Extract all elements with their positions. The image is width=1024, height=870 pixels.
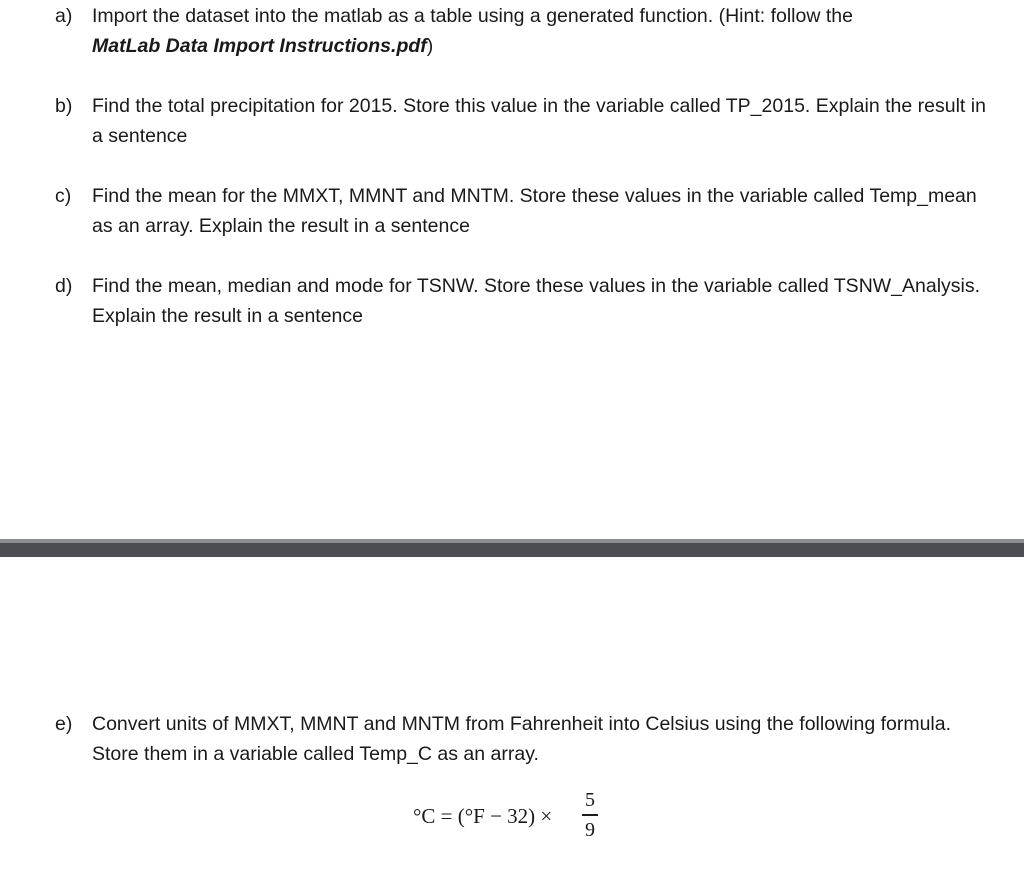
separator-bar bbox=[0, 543, 1024, 557]
question-d bbox=[55, 271, 995, 331]
question-a bbox=[55, 1, 995, 61]
question-d-text: Find the mean, median and mode for TSNW. Store these values in the variable called TSNW_Analysis. Explain the result in a sentence bbox=[92, 275, 981, 327]
question-c bbox=[55, 181, 995, 241]
question-a-text: Import the dataset into the matlab as a table using a generated function. (Hint: follow the bbox=[92, 5, 853, 27]
fraction-numerator: 5 bbox=[585, 789, 595, 811]
question-marker: c) bbox=[55, 185, 72, 207]
fraction-bar bbox=[582, 814, 598, 816]
question-marker: e) bbox=[55, 713, 73, 735]
question-marker: d) bbox=[55, 275, 73, 297]
fraction-denominator: 9 bbox=[585, 818, 595, 841]
formula-lhs: °C = (°F − 32) × bbox=[413, 804, 553, 828]
page-separator bbox=[0, 537, 1024, 561]
question-e-text: Convert units of MMXT, MMNT and MNTM from Fahrenheit into Celsius using the following formula. Store them in a variable called Temp_C as an array. bbox=[92, 713, 952, 765]
question-c-text: Find the mean for the MMXT, MMNT and MNTM. Store these values in the variable called Temp_mean as an array. Explain the result in a sentence bbox=[92, 185, 977, 237]
question-marker: b) bbox=[55, 95, 73, 117]
question-b-text: Find the total precipitation for 2015. Store this value in the variable called TP_2015. Explain the result in a sentence bbox=[92, 95, 986, 147]
question-e bbox=[55, 709, 995, 769]
question-b bbox=[55, 91, 995, 151]
hint-document-title: MatLab Data Import Instructions.pdf bbox=[92, 35, 427, 57]
question-text bbox=[92, 1, 995, 61]
hint-close-paren: ) bbox=[426, 35, 434, 57]
formula-fraction bbox=[580, 789, 600, 841]
question-marker: a) bbox=[55, 5, 73, 27]
